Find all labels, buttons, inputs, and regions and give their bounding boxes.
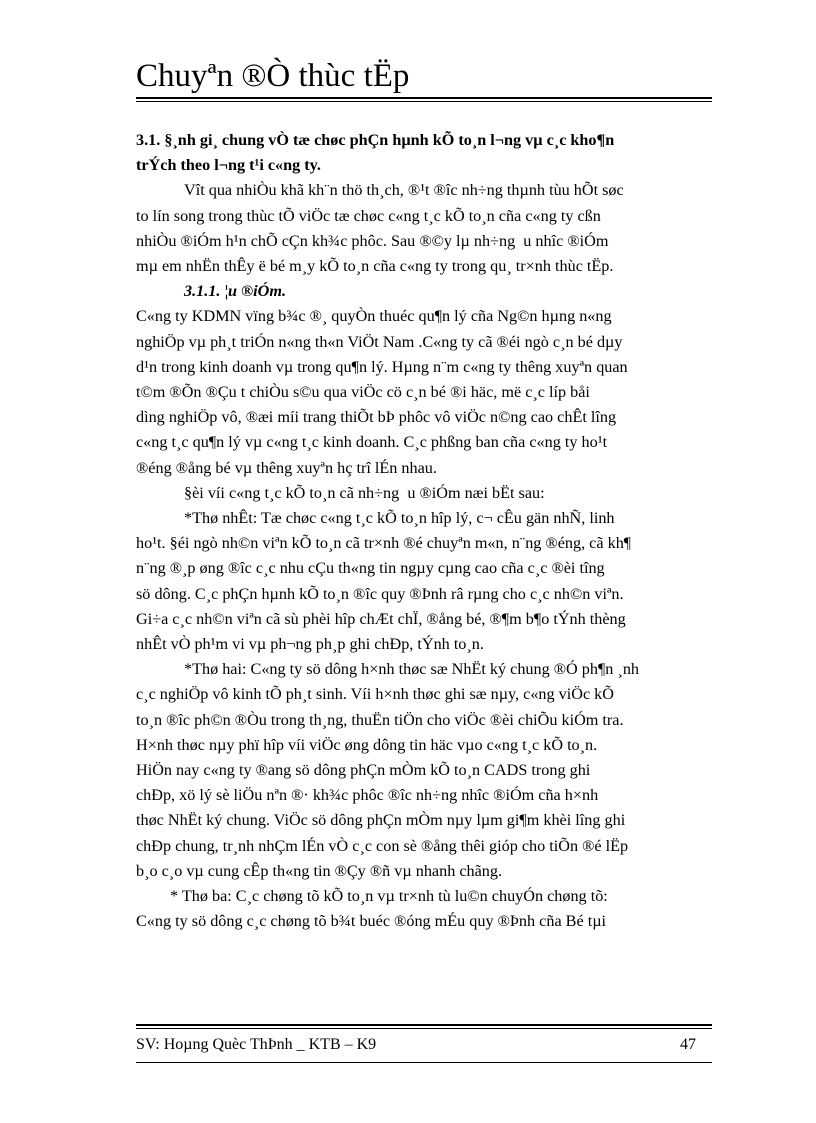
footer-rule-end (136, 1062, 712, 1063)
para1-line: dìng nghiÖp vô, ®æi míi trang thiÕt bÞ phôc vô viÖc n©ng cao chÊt lîng (136, 408, 617, 427)
para3-line: nhÊt vÒ ph¹m vi vµ ph¬ng ph¸p ghi chÐp, tÝnh to¸n. (136, 635, 484, 654)
para4-line: b¸o c¸o vµ cung cÊp th«ng tin ®Çy ®ñ vµ nhanh chãng. (136, 861, 503, 880)
para1-line: t©m ®Õn ®Çu t chiÒu s©u qua viÖc cö c¸n bé ®i häc, më c¸c líp båi (136, 383, 590, 402)
para5-line: * Thø ba: C¸c chøng tõ kÕ to¸n vµ tr×nh tù lu©n chuyÓn chøng tõ: (170, 887, 608, 906)
para4-line: to¸n ®îc ph©n ®Òu trong th¸ng, thuËn tiÖn cho viÖc ®èi chiÕu kiÓm tra. (136, 710, 624, 729)
footer-author: SV: Hoµng Quèc ThÞnh _ KTB – K9 (136, 1036, 377, 1053)
para3-line: *Thø nhÊt: Tæ chøc c«ng t¸c kÕ to¸n hîp lý, c¬ cÊu gän nhÑ, linh (184, 509, 615, 528)
para1-line: ®éng ®ång bé vµ thêng xuyªn hç trî lÉn nhau. (136, 458, 437, 477)
para4-line: chÐp, xö lý sè liÖu nªn ®· kh¾c phôc ®îc nh÷ng nhîc ®iÓm cña h×nh (136, 786, 599, 805)
para1-line: nghiÖp vµ ph¸t triÓn n«ng th«n ViÖt Nam .C«ng ty cã ®éi ngò c¸n bé dµy (136, 332, 623, 351)
footer-rule-top (136, 1024, 712, 1026)
para4-line: HiÖn nay c«ng ty ®ang sö dông phÇn mÒm kÕ to¸n CADS trong ghi (136, 761, 591, 780)
header-rule-bottom (136, 101, 712, 102)
para3-line: n¨ng ®¸p øng ®îc c¸c nhu cÇu th«ng tin ngµy cµng cao cña c¸c ®èi tîng (136, 559, 605, 578)
para3-line: ho¹t. §éi ngò nh©n viªn kÕ to¸n cã tr×nh ®é chuyªn m«n, n¨ng ®éng, cã kh¶ (136, 534, 632, 553)
intro-line: nhiÒu ®iÓm h¹n chÕ cÇn kh¾c phôc. Sau ®©y lµ nh÷ng u nhîc ®iÓm (136, 231, 609, 250)
para2-line: §èi víi c«ng t¸c kÕ to¸n cã nh÷ng u ®iÓm næi bËt sau: (184, 483, 545, 502)
para5-line: C«ng ty sö dông c¸c chøng tõ b¾t buéc ®óng mÉu quy ®Þnh cña Bé tµi (136, 912, 607, 931)
subsection-heading: 3.1.1. ¦u ®iÓm. (184, 282, 287, 301)
para1-line: d¹n trong kinh doanh vµ trong qu¶n lý. Hµng n¨m c«ng ty thêng xuyªn quan (136, 357, 628, 376)
page-number: 47 (680, 1036, 696, 1053)
page-header-title: Chuyªn ®Ò thùc tËp (136, 58, 410, 94)
intro-line: Vît qua nhiÒu khã kh¨n thö th¸ch, ®¹t ®îc nh÷ng thµnh tùu hÕt søc (184, 181, 624, 200)
intro-line: to lín song trong thùc tÕ viÖc tæ chøc c«ng t¸c kÕ to¸n cña c«ng ty cßn (136, 206, 601, 225)
header-rule-top (136, 97, 712, 99)
para4-line: chÐp chung, tr¸nh nhÇm lÉn vÒ c¸c con sè ®ång thêi gióp cho tiÕn ®é lËp (136, 836, 629, 855)
para1-line: c«ng t¸c qu¶n lý vµ c«ng t¸c kinh doanh. C¸c phßng ban cña c«ng ty ho¹t (136, 433, 608, 452)
para4-line: c¸c nghiÖp vô kinh tÕ ph¸t sinh. Víi h×nh thøc ghi sæ nµy, c«ng viÖc kÕ (136, 685, 614, 704)
para4-line: H×nh thøc nµy phï hîp víi viÖc øng dông tin häc vµo c«ng t¸c kÕ to¸n. (136, 735, 598, 754)
intro-line: mµ em nhËn thÊy ë bé m¸y kÕ to¸n cña c«ng ty trong qu¸ tr×nh thùc tËp. (136, 257, 614, 276)
para4-line: thøc NhËt ký chung. ViÖc sö dông phÇn mÒm nµy lµm gi¶m khèi lîng ghi (136, 811, 626, 830)
para4-line: *Thø hai: C«ng ty sö dông h×nh thøc sæ NhËt ký chung ®Ó ph¶n ¸nh (184, 660, 640, 679)
para3-line: sö dông. C¸c phÇn hµnh kÕ to¸n ®îc quy ®Þnh râ rµng cho c¸c nh©n viªn. (136, 584, 624, 603)
footer-rule-bottom (136, 1028, 712, 1029)
body-text (136, 128, 726, 935)
para1-line: C«ng ty KDMN vïng b¾c ®¸ quyÒn thuéc qu¶n lý cña Ng©n hµng n«ng (136, 307, 612, 326)
para3-line: Gi÷a c¸c nh©n viªn cã sù phèi hîp chÆt chÏ, ®ång bé, ®¶m b¶o tÝnh thèng (136, 609, 626, 628)
section-heading-line-2: trÝch theo l¬ng t¹i c«ng ty. (136, 156, 321, 175)
section-heading-line-1: 3.1. §¸nh gi¸ chung vÒ tæ chøc phÇn hµnh kÕ to¸n l¬ng vµ c¸c kho¶n (136, 131, 615, 149)
